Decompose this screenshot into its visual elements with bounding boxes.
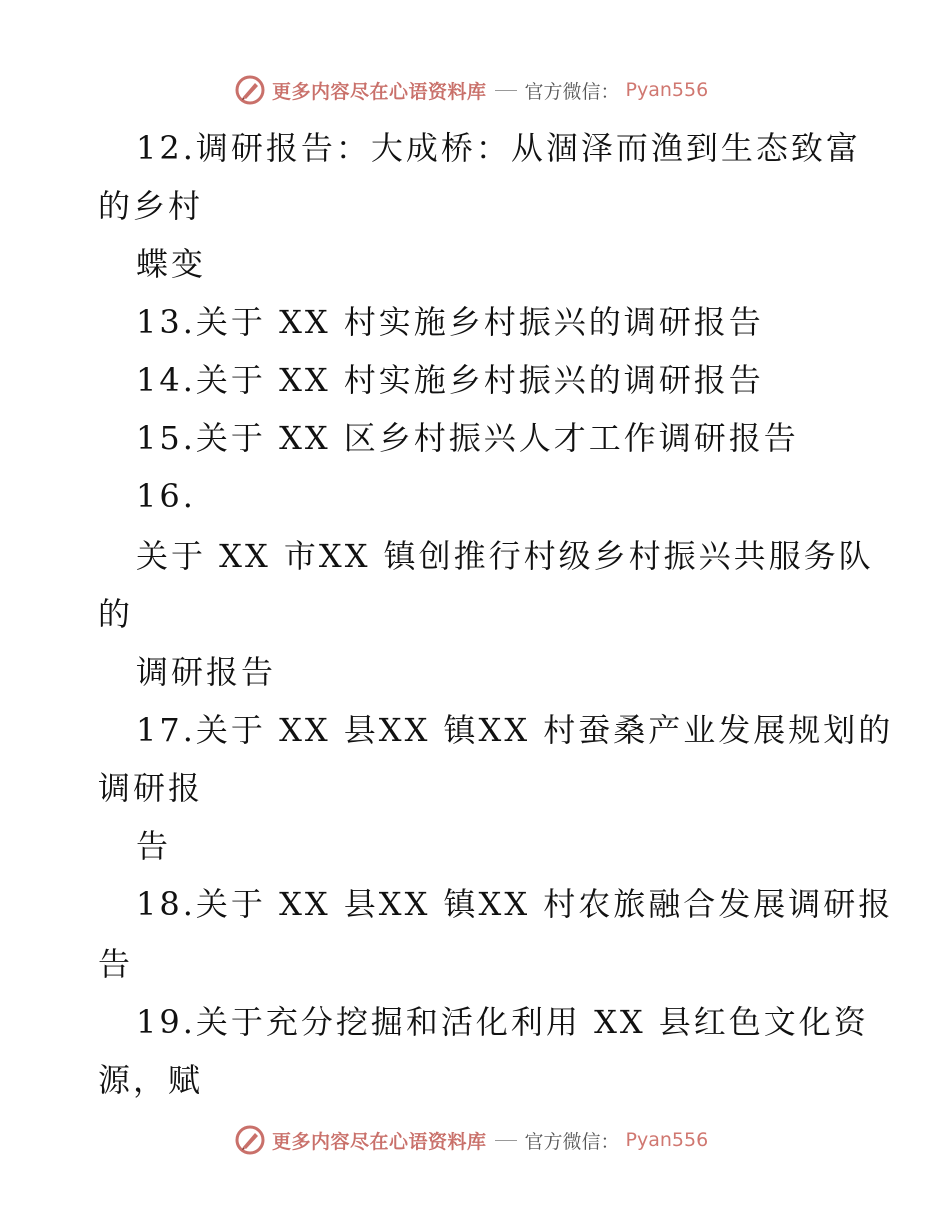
doc-line: 源，赋	[98, 1061, 204, 1099]
doc-line: 的乡村	[98, 187, 204, 225]
doc-line: 的	[98, 595, 134, 633]
doc-line: 15.关于 XX 区乡村振兴人才工作调研报告	[136, 419, 799, 457]
doc-line: 调研报	[98, 769, 204, 807]
banner-title: 更多内容尽在心语资料库	[272, 80, 487, 103]
doc-line: 13.关于 XX 村实施乡村振兴的调研报告	[136, 303, 764, 341]
doc-line: 17.关于 XX 县XX 镇XX 村蚕桑产业发展规划的	[136, 711, 894, 749]
doc-line: 16.	[136, 477, 196, 515]
banner-wechat-id: Pyan556	[625, 79, 709, 101]
doc-line: 18.关于 XX 县XX 镇XX 村农旅融合发展调研报	[136, 885, 894, 923]
doc-line: 19.关于充分挖掘和活化利用 XX 县红色文化资	[136, 1003, 869, 1041]
doc-line: 12.调研报告：大成桥：从涸泽而渔到生态致富	[136, 129, 861, 167]
pen-logo-icon	[234, 74, 266, 106]
banner-title: 更多内容尽在心语资料库	[272, 1130, 487, 1153]
banner-wechat-label: 官方微信：	[524, 1130, 620, 1153]
banner-divider	[495, 1140, 517, 1141]
doc-line: 调研报告	[136, 653, 277, 691]
banner-divider	[495, 90, 517, 91]
banner-wechat-label: 官方微信：	[524, 80, 620, 103]
doc-line: 蝶变	[136, 245, 207, 283]
doc-line: 告	[136, 827, 172, 865]
doc-line: 关于 XX 市XX 镇创推行村级乡村振兴共服务队	[136, 537, 874, 575]
pen-logo-icon	[234, 1124, 266, 1156]
banner-wechat-id: Pyan556	[625, 1129, 709, 1151]
footer-banner	[234, 1122, 708, 1158]
header-banner	[234, 72, 708, 108]
doc-line: 告	[98, 945, 134, 983]
doc-line: 14.关于 XX 村实施乡村振兴的调研报告	[136, 361, 764, 399]
